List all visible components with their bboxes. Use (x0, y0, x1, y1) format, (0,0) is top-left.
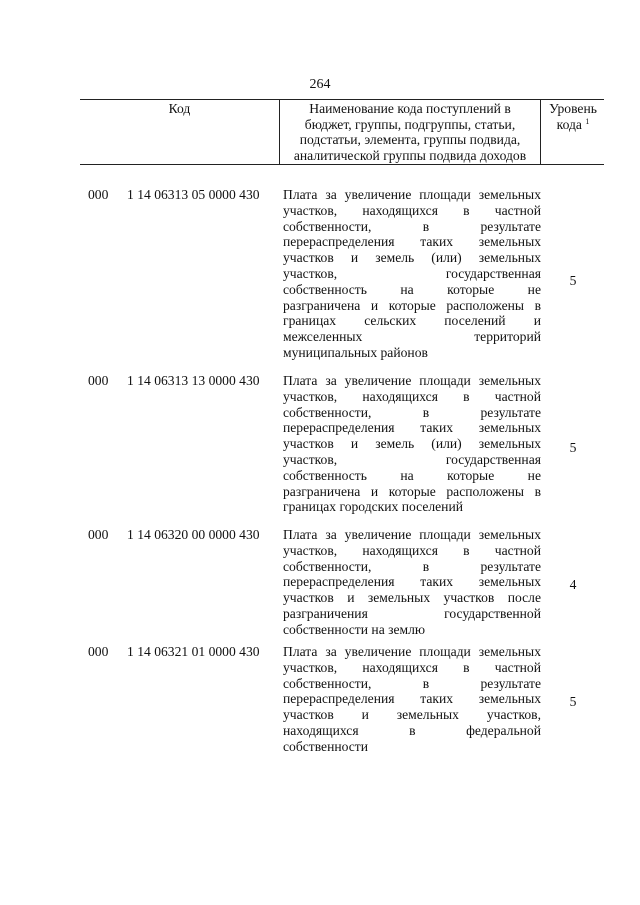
header-name-line: бюджет, группы, подгруппы, статьи, (304, 116, 516, 132)
name-line: собственности на землю (283, 621, 426, 637)
name-line: находящихся в федеральной (283, 722, 541, 738)
name-line: участков, находящихся в частной (283, 659, 541, 675)
name-line: разграничена и которые расположены в (283, 297, 541, 313)
name-line: участков, государственная (283, 265, 541, 281)
header-name-line: подстатьи, элемента, группы подвида, (299, 132, 521, 147)
name-line: Плата за увеличение площади земельных (283, 373, 541, 388)
name-line: межселенных территорий (283, 329, 541, 345)
name-line: Плата за увеличение площади земельных (283, 644, 541, 659)
column-divider (540, 100, 541, 164)
name-line: участков и земель (или) земельных (283, 250, 541, 266)
revenue-code: 1 14 06320 00 0000 430 (127, 527, 260, 542)
name-line: Плата за увеличение площади земельных (283, 527, 541, 542)
header-code: Код (168, 101, 191, 116)
name-line: перераспределения таких земельных (283, 574, 541, 590)
admin-code: 000 (88, 644, 109, 659)
header-level (542, 101, 604, 132)
name-line: собственности, в результате (283, 404, 541, 420)
name-line: собственность на которые не (283, 281, 541, 297)
column-divider (279, 100, 280, 164)
name-line: собственности (283, 738, 369, 754)
name-line: муниципальных районов (283, 344, 428, 360)
revenue-name (283, 527, 541, 638)
name-line: участков, находящихся в частной (283, 542, 541, 558)
revenue-name (283, 373, 541, 515)
revenue-code: 1 14 06313 13 0000 430 (127, 373, 260, 388)
name-line: участков и земель (или) земельных (283, 436, 541, 452)
name-line: участков, находящихся в частной (283, 388, 541, 404)
header-name-line: аналитической группы подвида доходов (293, 147, 527, 163)
name-line: собственности, в результате (283, 218, 541, 234)
name-line: участков и земельных участков, (283, 707, 541, 723)
name-line: перераспределения таких земельных (283, 420, 541, 436)
code-level: 5 (569, 694, 577, 709)
name-line: перераспределения таких земельных (283, 691, 541, 707)
name-line: участков, государственная (283, 451, 541, 467)
name-line: собственности, в результате (283, 675, 541, 691)
name-line: участков, находящихся в частной (283, 202, 541, 218)
header-name-line: Наименование кода поступлений в (309, 101, 511, 116)
name-line: разграничена и которые расположены в (283, 483, 541, 499)
revenue-name (283, 187, 541, 361)
name-line: границах сельских поселений и (283, 313, 541, 329)
revenue-code: 1 14 06313 05 0000 430 (127, 187, 260, 202)
name-line: Плата за увеличение площади земельных (283, 187, 541, 202)
code-level: 4 (569, 577, 577, 592)
table-header (80, 99, 604, 165)
admin-code: 000 (88, 187, 109, 202)
header-name (281, 101, 539, 163)
footnote-marker: 1 (585, 116, 590, 126)
code-level: 5 (569, 273, 577, 288)
revenue-code: 1 14 06321 01 0000 430 (127, 644, 260, 659)
admin-code: 000 (88, 373, 109, 388)
header-level-line: Уровень (549, 101, 597, 116)
code-level: 5 (569, 440, 577, 455)
page-number: 264 (309, 77, 331, 92)
name-line: собственность на которые не (283, 467, 541, 483)
name-line: перераспределения таких земельных (283, 234, 541, 250)
header-level-line (542, 117, 604, 133)
revenue-name (283, 644, 541, 755)
admin-code: 000 (88, 527, 109, 542)
name-line: разграничения государственной (283, 605, 541, 621)
header-level-word: кода (556, 116, 582, 132)
name-line: границах городских поселений (283, 499, 464, 515)
name-line: собственности, в результате (283, 558, 541, 574)
name-line: участков и земельных участков после (283, 590, 541, 606)
